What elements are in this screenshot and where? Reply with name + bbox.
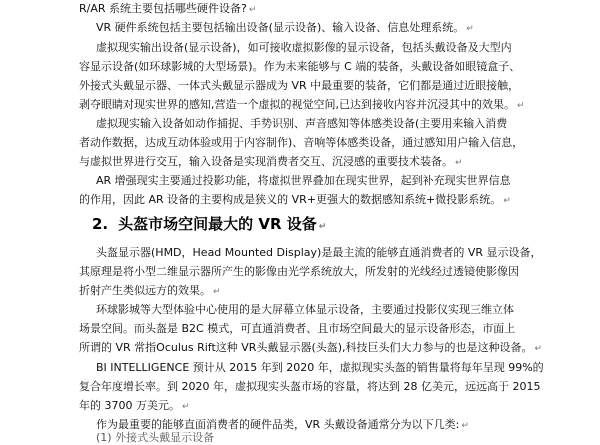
text-line-content: 虚拟现实输出设备(显示设备)，如可接收虚拟影像的显示设备，包括头戴设备及大型内 bbox=[96, 41, 512, 54]
text-line-content: 的作用，因此 AR 设备的主要构成是狭义的 VR+更强大的数据感知系统+微投影系统。 bbox=[79, 193, 502, 206]
text-line bbox=[96, 174, 511, 188]
paragraph-mark-icon: ↵ bbox=[248, 5, 257, 15]
text-line bbox=[79, 193, 511, 208]
text-line-content: 场景空间。而头盔是 B2C 模式，可直通消费者、且市场空间最大的显示设备形态，市面上 bbox=[79, 322, 516, 335]
text-line bbox=[79, 155, 463, 170]
partial-text-line bbox=[96, 431, 214, 445]
text-line-content: 外接式头戴显示器、一体式头戴显示器成为 VR 中最重要的装备，它们都是通过近眼接触， bbox=[79, 79, 520, 92]
text-line-content: R/AR 系统主要包括哪些硬件设备? bbox=[79, 2, 247, 15]
text-line-content: 折射产生类似远方的效果。 bbox=[79, 284, 211, 297]
text-line bbox=[96, 246, 542, 260]
text-line-content: 环球影城等大型体验中心使用的是大屏幕立体显示设备，主要通过投影仪实现三维立体 bbox=[96, 303, 514, 316]
paragraph-mark-icon: ↵ bbox=[466, 24, 474, 34]
paragraph-mark-icon: ↵ bbox=[318, 222, 327, 232]
text-line bbox=[96, 361, 544, 375]
section-heading-text: 头盔市场空间最大的 VR 设备 bbox=[118, 215, 317, 233]
text-line-content: 复合年度增长率。到 2020 年，虚拟现实头盔市场的容量，将达到 28 亿美元，远远高于 2015 bbox=[79, 380, 541, 393]
text-line-content: 头盔显示器(HMD，Head Mounted Display)是最主流的能够直通消费者的 VR 显示设备， bbox=[96, 246, 542, 259]
text-line-content: AR 增强现实主要通过投影功能，将虚拟世界叠加在现实世界，起到补充现实世界信息 bbox=[96, 174, 511, 187]
text-line-content: VR 硬件系统包括主要包括输出设备(显示设备)、输入设备、信息处理系统。 bbox=[96, 21, 465, 34]
section-heading-number: 2. bbox=[92, 215, 109, 233]
text-line bbox=[79, 79, 519, 93]
text-line bbox=[79, 136, 523, 150]
text-line-content: 者动作数据，达成互动体验或用于内容制作)、音响等体感类设备，通过感知用户输入信息， bbox=[79, 136, 524, 149]
text-line-content: 作为最重要的能够直面消费者的硬件品类，VR 头戴设备通常分为以下几类: bbox=[96, 418, 460, 431]
text-line-content: 虚拟现实输入设备如动作捕捉、手势识别、声音感知等体感类设备(主要用来输入消费 bbox=[96, 117, 508, 130]
text-line bbox=[79, 399, 190, 414]
text-line-content: BI INTELLIGENCE 预计从 2015 年到 2020 年，虚拟现实头盔的销售量将每年呈现 99%的 bbox=[96, 361, 544, 374]
text-line-content: 年的 3700 万美元。 bbox=[79, 399, 180, 412]
paragraph-mark-icon: ↵ bbox=[503, 196, 511, 206]
text-line bbox=[79, 2, 256, 17]
paragraph-mark-icon: ↵ bbox=[182, 402, 190, 412]
text-line bbox=[79, 60, 520, 74]
section-heading bbox=[92, 215, 326, 236]
text-line bbox=[96, 117, 507, 131]
text-line-content: (1) 外接式头戴显示设备 bbox=[96, 431, 215, 444]
text-line-content: 容显示设备(如环球影城的大型场景)。作为未来能够与 C 端的装备，头戴设备如眼镜盒子、 bbox=[79, 60, 521, 73]
text-line-content: 所谓的 VR 常指Oculus Rift这种 VR头戴显示器(头盔),科技巨头们大力参与的也是这种设备。 bbox=[79, 341, 533, 354]
paragraph-mark-icon: ↵ bbox=[213, 287, 221, 297]
text-line bbox=[96, 41, 512, 55]
text-line bbox=[79, 380, 540, 394]
paragraph-mark-icon: ↵ bbox=[534, 344, 543, 354]
text-line bbox=[79, 322, 515, 336]
paragraph-mark-icon: ↵ bbox=[517, 101, 525, 111]
text-line bbox=[79, 98, 525, 113]
text-line-content: 其原理是将小型二维显示器所产生的影像由光学系统放大，所发射的光线经过透镜使影像因 bbox=[79, 265, 519, 278]
text-line bbox=[79, 265, 519, 279]
text-line bbox=[79, 341, 542, 356]
text-line bbox=[79, 284, 221, 299]
paragraph-mark-icon: ↵ bbox=[461, 421, 469, 431]
text-line-content: 与虚拟世界进行交互，输入设备是实现消费者交互、沉浸感的重要技术装备。 bbox=[79, 155, 453, 168]
text-line bbox=[96, 21, 474, 36]
text-line-content: 剥夺眼睛对现实世界的感知,营造一个虚拟的视觉空间,已达到接收内容并沉浸其中的效果。 bbox=[79, 98, 515, 111]
text-line bbox=[96, 303, 514, 317]
paragraph-mark-icon: ↵ bbox=[455, 158, 463, 168]
